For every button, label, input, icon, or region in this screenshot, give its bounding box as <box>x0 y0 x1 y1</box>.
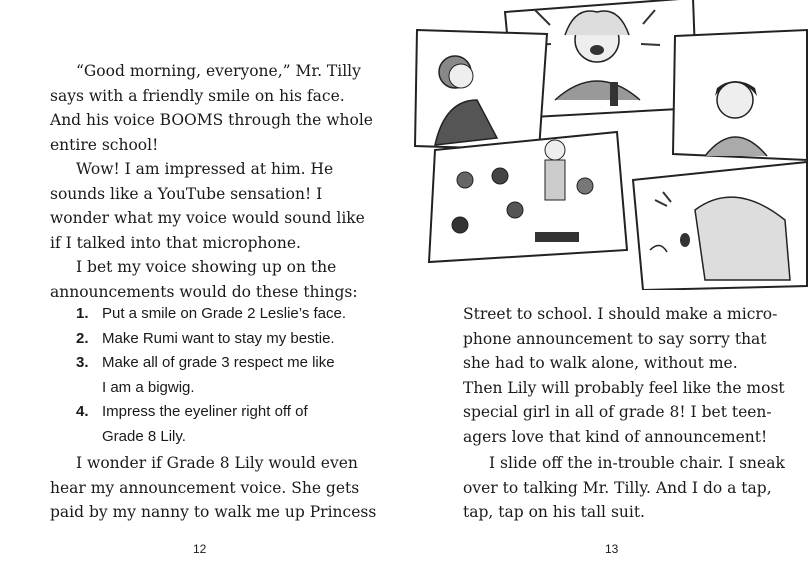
left-paragraph-2 <box>50 157 365 255</box>
list-number: 2. <box>76 329 89 347</box>
text-line: I slide off the in-trouble chair. I sneak <box>489 454 785 472</box>
page-number: 12 <box>193 542 207 556</box>
text-line: announcements would do these things: <box>50 282 358 301</box>
panel-boy <box>415 30 547 150</box>
right-paragraph-2 <box>463 451 785 525</box>
text-line: Street to school. I should make a micro- <box>463 305 778 323</box>
text-line: wonder what my voice would sound like <box>50 209 365 227</box>
panel-girl-smiling <box>673 30 807 160</box>
text-line: “Good morning, everyone,” Mr. Tilly <box>76 62 361 80</box>
text-line: special girl in all of grade 8! I bet teen- <box>463 403 772 421</box>
text-line: Wow! I am impressed at him. He <box>76 160 334 178</box>
right-paragraph-1 <box>463 302 785 449</box>
list-item-text: Make Rumi want to stay my bestie. <box>102 329 335 347</box>
numbered-list <box>76 302 346 449</box>
text-line: I wonder if Grade 8 Lily would even <box>76 454 358 472</box>
list-item <box>76 351 346 400</box>
text-line: agers love that kind of announcement! <box>463 427 768 446</box>
text-line: if I talked into that microphone. <box>50 233 301 252</box>
list-item <box>76 327 346 352</box>
panel-girl-surprised <box>633 162 807 290</box>
text-line: phone announcement to say sorry that <box>463 329 767 348</box>
text-line: says with a friendly smile on his face. <box>50 86 345 105</box>
text-line: sounds like a YouTube sensation! I <box>50 184 323 203</box>
left-paragraph-3 <box>50 255 358 304</box>
text-line: she had to walk alone, without me. <box>463 354 738 372</box>
page-number: 13 <box>605 542 619 556</box>
text-line: paid by my nanny to walk me up Princess <box>50 503 377 521</box>
classroom-illustration <box>405 0 810 290</box>
list-item <box>76 400 346 449</box>
text-line: tap, tap on his tall suit. <box>463 503 645 521</box>
text-line: hear my announcement voice. She gets <box>50 478 360 497</box>
list-item-text: Make all of grade 3 respect me like <box>102 354 335 371</box>
text-line: And his voice BOOMS through the whole <box>50 111 373 129</box>
text-line: over to talking Mr. Tilly. And I do a tap, <box>463 478 772 497</box>
left-paragraph-1 <box>50 59 373 157</box>
text-line: Then Lily will probably feel like the most <box>463 378 785 397</box>
text-line: I bet my voice showing up on the <box>76 258 337 276</box>
list-number: 4. <box>76 403 89 420</box>
list-item <box>76 302 346 327</box>
list-item-text: Grade 8 Lily. <box>102 427 186 445</box>
list-item-text: I am a bigwig. <box>102 378 195 396</box>
right-page <box>405 0 810 588</box>
list-item-text: Impress the eyeliner right off of <box>102 403 308 420</box>
list-item-text: Put a smile on Grade 2 Leslie’s face. <box>102 305 347 322</box>
list-number: 1. <box>76 305 89 322</box>
list-number: 3. <box>76 354 89 371</box>
left-paragraph-4 <box>50 451 376 525</box>
panel-students-group <box>429 132 627 262</box>
text-line: entire school! <box>50 135 159 154</box>
